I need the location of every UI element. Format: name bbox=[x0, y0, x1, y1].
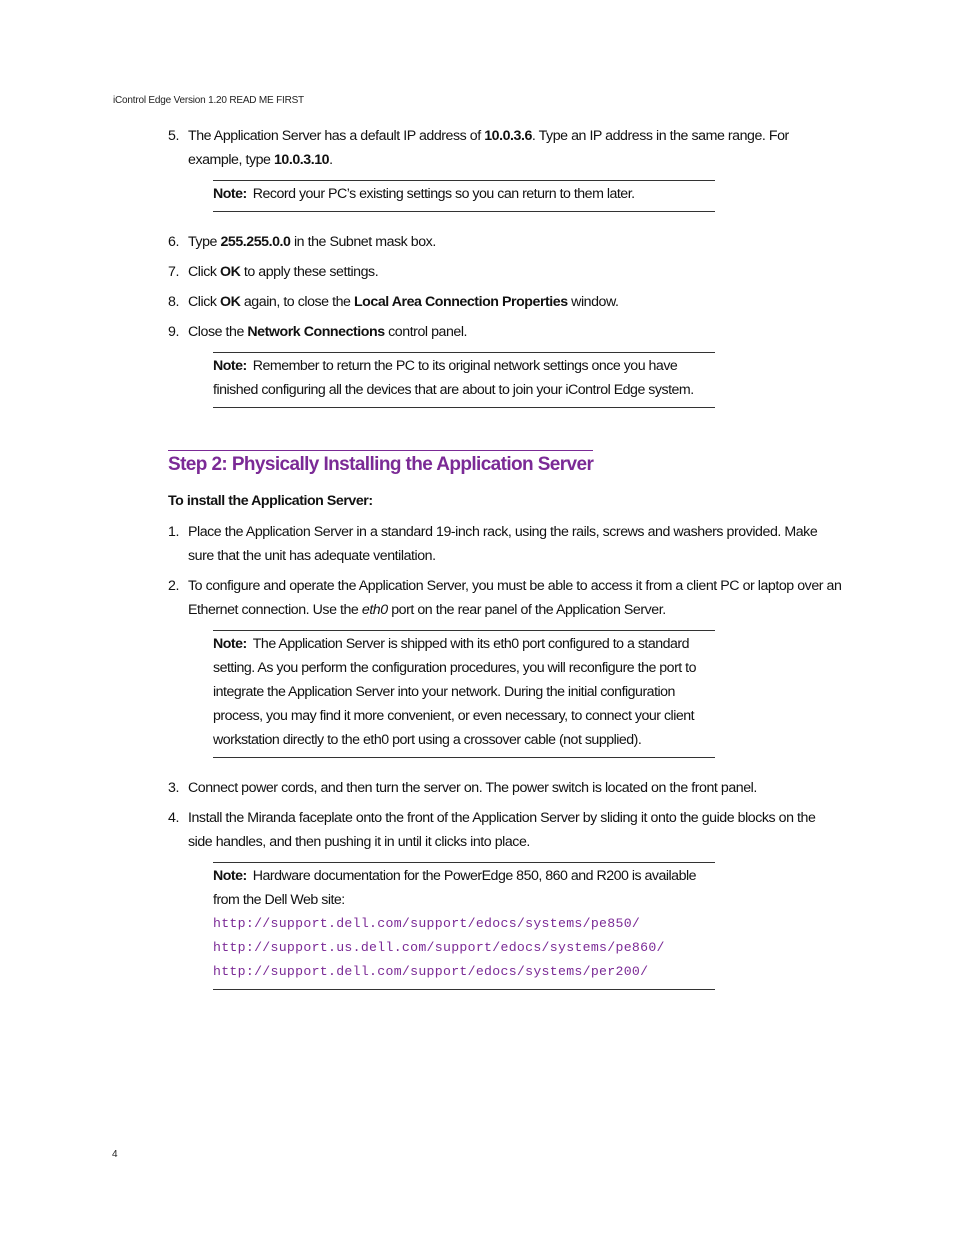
step-text bbox=[188, 290, 842, 314]
step-8 bbox=[168, 290, 842, 314]
step-text: Install the Miranda faceplate onto the front of the Application Server by sliding it onto the guide blocks on the side handles, and then pushing it in until it clicks into place. bbox=[188, 810, 816, 850]
text-run: Click bbox=[188, 294, 220, 310]
step-text bbox=[188, 124, 842, 172]
step-number: 9. bbox=[168, 324, 179, 340]
step-1 bbox=[168, 520, 842, 568]
step-number: 4. bbox=[168, 810, 179, 826]
step-number: 3. bbox=[168, 780, 179, 796]
step-text bbox=[188, 320, 842, 344]
text-run: window. bbox=[567, 294, 619, 310]
text-run: To configure and operate the Application Server, you must be able to access it from a client PC or laptop over an Ethernet connection. Use the bbox=[188, 578, 842, 618]
page-number: 4 bbox=[112, 1149, 118, 1160]
note-label: Note: bbox=[213, 868, 247, 884]
page-content bbox=[168, 124, 842, 1008]
step-9 bbox=[168, 320, 842, 344]
ip-address-default: 10.0.3.6 bbox=[484, 128, 532, 144]
control-panel-name: Network Connections bbox=[247, 324, 385, 340]
step-number: 2. bbox=[168, 578, 179, 594]
step-number: 1. bbox=[168, 524, 179, 540]
text-run: again, to close the bbox=[240, 294, 354, 310]
step-text: Connect power cords, and then turn the server on. The power switch is located on the front panel. bbox=[188, 780, 757, 796]
note-box bbox=[213, 862, 715, 990]
note-text: Remember to return the PC to its original network settings once you have finished configuring all the devices that are about to join your iControl Edge system. bbox=[213, 358, 694, 398]
text-run: port on the rear panel of the Application Server. bbox=[387, 602, 666, 618]
note-box bbox=[213, 352, 715, 408]
step-text bbox=[188, 574, 842, 622]
step-text: Place the Application Server in a standard 19-inch rack, using the rails, screws and washers provided. Make sure that the unit has adequate ventilation. bbox=[188, 524, 818, 564]
note-label: Note: bbox=[213, 186, 247, 202]
text-run: to apply these settings. bbox=[240, 264, 379, 280]
step-number: 7. bbox=[168, 264, 179, 280]
text-run: in the Subnet mask box. bbox=[290, 234, 436, 250]
step-6 bbox=[168, 230, 842, 254]
step-7 bbox=[168, 260, 842, 284]
text-run: . Type an IP address in the same range. For example, type bbox=[188, 128, 789, 168]
procedure-title: To install the Application Server: bbox=[168, 493, 373, 509]
window-name: Local Area Connection Properties bbox=[353, 294, 568, 310]
dell-docs-link-pe850[interactable]: http://support.dell.com/support/edocs/systems/pe850/ bbox=[213, 916, 641, 931]
note-box bbox=[213, 630, 715, 758]
step-2 bbox=[168, 574, 842, 622]
step-text bbox=[188, 230, 842, 254]
text-run: Type bbox=[188, 234, 221, 250]
ok-term: OK bbox=[219, 264, 241, 280]
text-run: control panel. bbox=[384, 324, 468, 340]
note-text: Hardware documentation for the PowerEdge 850, 860 and R200 is available from the Dell Web site: bbox=[213, 868, 697, 908]
step-number: 5. bbox=[168, 128, 179, 144]
subnet-mask-value: 255.255.0.0 bbox=[220, 234, 291, 250]
note-box bbox=[213, 180, 715, 212]
note-text: Record your PC’s existing settings so you can return to them later. bbox=[252, 186, 635, 202]
ok-term: OK bbox=[219, 294, 241, 310]
port-name: eth0 bbox=[361, 602, 388, 618]
step-number: 8. bbox=[168, 294, 179, 310]
dell-docs-link-pe860[interactable]: http://support.us.dell.com/support/edocs/systems/pe860/ bbox=[213, 940, 665, 955]
note-text: The Application Server is shipped with its eth0 port configured to a standard setting. As you perform the configuration procedures, you will reconfigure the port to integrate the Application Server into your network. During the initial configuration process, you may find it more convenient, or even necessary, to connect your client workstation directly to the eth0 port using a crossover cable (not supplied). bbox=[213, 636, 697, 748]
note-label: Note: bbox=[213, 358, 247, 374]
dell-docs-link-per200[interactable]: http://support.dell.com/support/edocs/systems/per200/ bbox=[213, 964, 649, 979]
text-run: Click bbox=[188, 264, 220, 280]
text-run: The Application Server has a default IP address of bbox=[188, 128, 485, 144]
step-4 bbox=[168, 806, 842, 854]
step-3 bbox=[168, 776, 842, 800]
text-run: . bbox=[329, 152, 333, 168]
ip-address-example: 10.0.3.10 bbox=[273, 152, 330, 168]
step-5 bbox=[168, 124, 842, 172]
note-label: Note: bbox=[213, 636, 247, 652]
step-text bbox=[188, 260, 842, 284]
text-run: Close the bbox=[188, 324, 248, 340]
section-heading: Step 2: Physically Installing the Application Server bbox=[168, 450, 593, 477]
step-number: 6. bbox=[168, 234, 179, 250]
running-header: iControl Edge Version 1.20 READ ME FIRST bbox=[113, 95, 304, 106]
